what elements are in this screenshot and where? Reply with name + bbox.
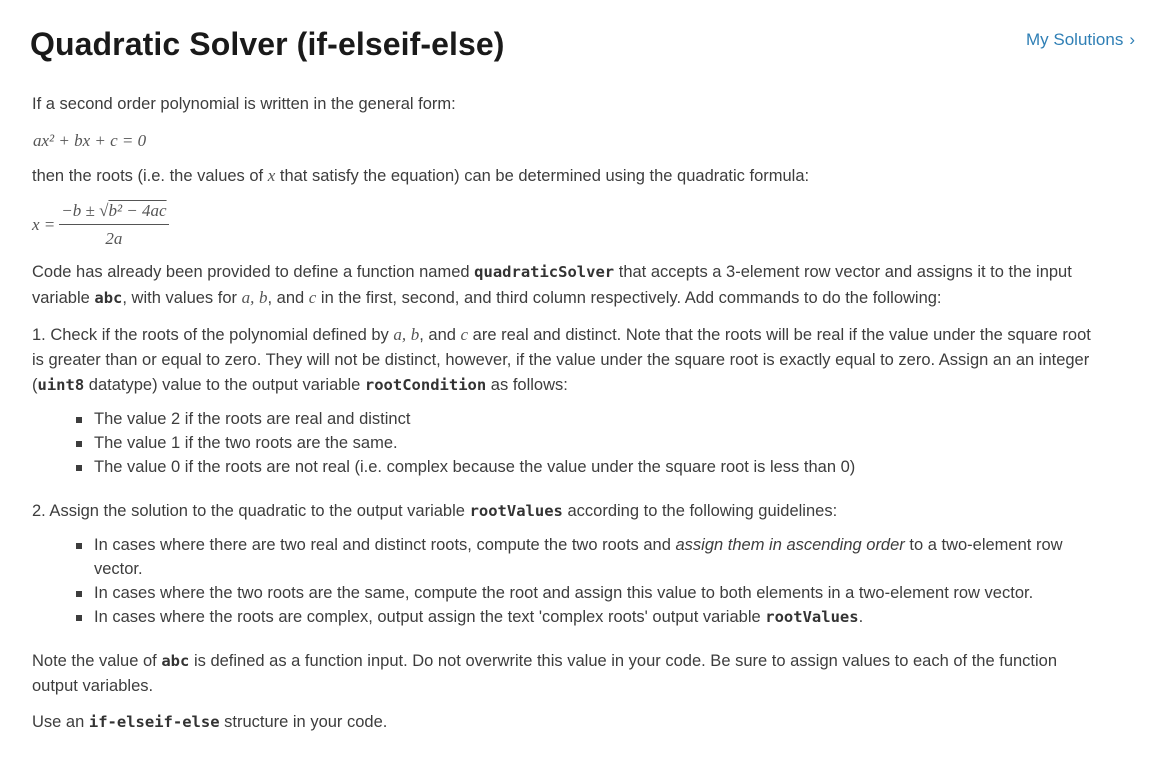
formula-lhs: x =: [32, 214, 56, 234]
step1-text2: are real and distinct. Note that the roots will be real if the value under the square root is greater than or equal to zero. They will not be distinct, however, if the value under the square root is exactly equal to zero. Assign an an integer (: [32, 326, 1091, 394]
code-rootvalues: rootValues: [469, 502, 563, 520]
code-para-text1: Code has already been provided to define a function named: [32, 263, 470, 281]
radicand: b² − 4ac: [108, 200, 167, 220]
step2-text1: 2. Assign the solution to the quadratic to the output variable: [32, 502, 465, 520]
item1-post: to a two-element row vector.: [94, 536, 1063, 578]
note-text1: Note the value of: [32, 652, 157, 670]
step1-list: [32, 407, 1092, 479]
final-text: [32, 710, 1092, 735]
note-text2: is defined as a function input. Do not overwrite this value in your code. Be sure to assign values to each of the function output variables.: [32, 652, 1058, 695]
code-rootcondition: rootCondition: [364, 376, 487, 394]
code-para-text2: that accepts a 3-element row vector and assigns it to the input variable: [32, 263, 1072, 307]
note-text: [32, 649, 1092, 699]
code-paragraph: [32, 260, 1092, 311]
step2-text: [32, 499, 1092, 524]
item1-emphasis: assign them in ascending order: [675, 536, 905, 554]
list-item: The value 1 if the two roots are the same.: [94, 431, 1092, 455]
and-text: , and: [267, 289, 305, 307]
quadratic-formula: [32, 198, 1092, 250]
var-a: a: [393, 325, 402, 344]
code-abc: abc: [161, 652, 190, 670]
var-b: b: [258, 288, 268, 307]
code-uint8: uint8: [37, 376, 85, 394]
formula-fraction: [59, 198, 168, 251]
sqrt-icon: √: [99, 200, 109, 220]
roots-text: [32, 163, 1092, 189]
code-abc: abc: [94, 289, 123, 307]
step1-text1: 1. Check if the roots of the polynomial defined by: [32, 326, 389, 344]
chevron-right-icon: ›: [1129, 30, 1135, 49]
var-a: a: [241, 288, 251, 307]
list-item: [94, 533, 1092, 581]
var-c: c: [308, 288, 317, 307]
code-para-text3: , with values for: [122, 289, 238, 307]
my-solutions-link[interactable]: [1026, 30, 1135, 50]
item1-pre: In cases where there are two real and distinct roots, compute the two roots and: [94, 536, 671, 554]
final-text2: structure in your code.: [224, 713, 388, 731]
roots-text-after: that satisfy the equation) can be determined using the quadratic formula:: [279, 167, 810, 185]
problem-description: [32, 92, 1092, 746]
step1-text: [32, 322, 1092, 398]
my-solutions-label: My Solutions: [1026, 30, 1124, 49]
var-b: b: [410, 325, 420, 344]
list-item: The value 2 if the roots are real and distinct: [94, 407, 1092, 431]
page-title: Quadratic Solver (if-elseif-else): [30, 26, 505, 62]
and-text: , and: [419, 326, 456, 344]
intro-text: If a second order polynomial is written in the general form:: [32, 95, 456, 113]
final-text1: Use an: [32, 713, 85, 731]
code-function-name: quadraticSolver: [474, 263, 615, 281]
step1-text3: datatype) value to the output variable: [88, 376, 361, 394]
comma: ,: [250, 288, 255, 307]
numerator-pre: −b ±: [61, 200, 95, 220]
step1-text4: as follows:: [486, 376, 568, 394]
var-c: c: [460, 325, 469, 344]
step2-text2: according to the following guidelines:: [567, 502, 838, 520]
code-para-text4: in the first, second, and third column respectively. Add commands to do the following:: [320, 289, 942, 307]
general-form-equation: ax² + bx + c = 0: [33, 131, 147, 150]
list-item: In cases where the two roots are the same, compute the root and assign this value to both elements in a two-element row vector.: [94, 581, 1092, 605]
var-x: x: [267, 166, 276, 185]
code-rootvalues: rootValues: [765, 608, 859, 626]
list-item: [94, 605, 1092, 629]
comma: ,: [401, 325, 407, 344]
roots-text-before: then the roots (i.e. the values of: [32, 167, 264, 185]
item3-post: .: [858, 608, 864, 626]
item3-pre: In cases where the roots are complex, output assign the text 'complex roots' output variable: [94, 608, 761, 626]
formula-denominator: 2a: [105, 228, 123, 248]
step2-list: [32, 533, 1092, 629]
list-item: The value 0 if the roots are not real (i.e. complex because the value under the square root is less than 0): [94, 455, 1092, 479]
code-if-elseif-else: if-elseif-else: [88, 713, 220, 731]
formula-numerator: [59, 198, 168, 225]
